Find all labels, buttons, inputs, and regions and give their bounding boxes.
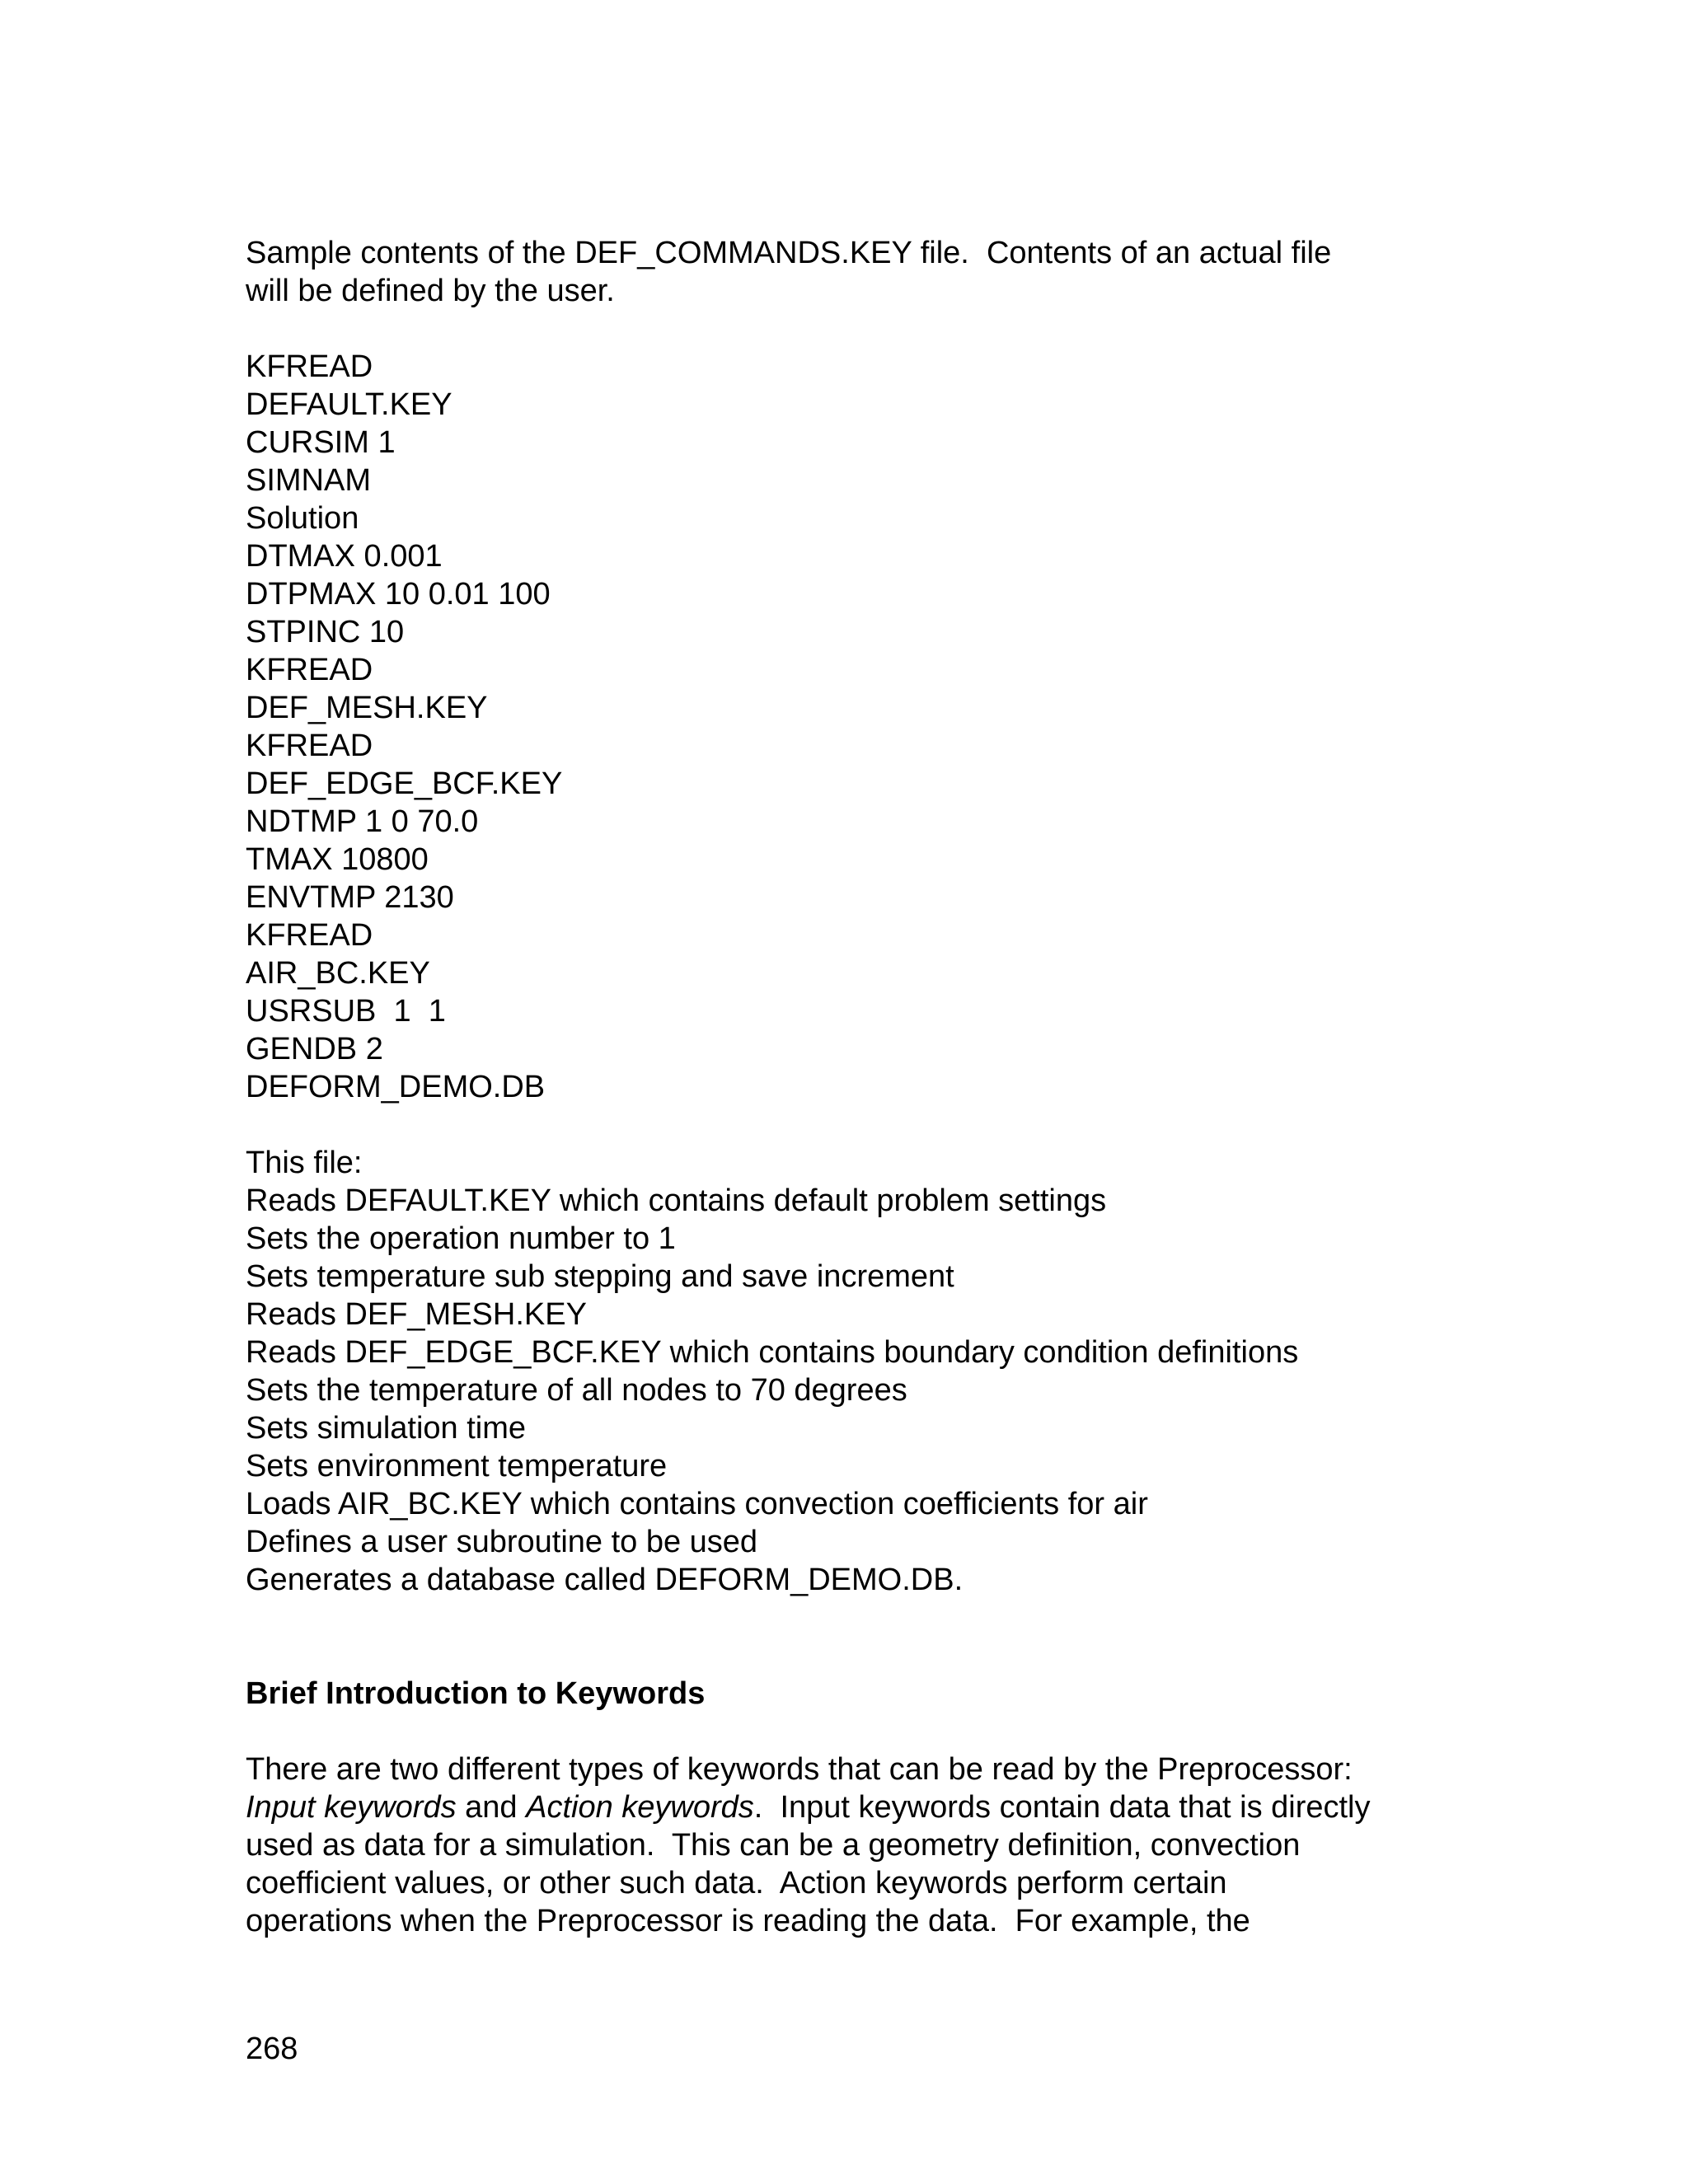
section-paragraph xyxy=(246,1750,1457,1940)
file-line: SIMNAM xyxy=(246,463,371,498)
intro-paragraph xyxy=(246,234,1457,310)
explanation-line: Defines a user subroutine to be used xyxy=(246,1525,758,1559)
explanation-line: Reads DEF_MESH.KEY xyxy=(246,1297,587,1332)
conjunction-text: and xyxy=(456,1790,527,1825)
file-contents-listing xyxy=(246,348,1457,1106)
file-line: DEF_EDGE_BCF.KEY xyxy=(246,766,563,801)
page-body xyxy=(246,234,1457,1940)
explanation-list xyxy=(246,1144,1457,1599)
paragraph-line-rest: . Input keywords contain data that is directly xyxy=(753,1790,1371,1825)
file-line: USRSUB 1 1 xyxy=(246,994,446,1029)
paragraph-line: There are two different types of keywords that can be read by the Preprocessor: xyxy=(246,1752,1353,1787)
file-line: ENVTMP 2130 xyxy=(246,880,454,915)
intro-line: Sample contents of the DEF_COMMANDS.KEY file. Contents of an actual file xyxy=(246,236,1332,270)
explanation-line: Sets simulation time xyxy=(246,1411,527,1446)
section-heading-block xyxy=(246,1675,1457,1713)
explanation-line: Reads DEFAULT.KEY which contains default problem settings xyxy=(246,1183,1107,1218)
file-line: DTPMAX 10 0.01 100 xyxy=(246,577,551,612)
file-line: TMAX 10800 xyxy=(246,842,429,877)
file-line: KFREAD xyxy=(246,729,373,763)
explanation-line: Loads AIR_BC.KEY which contains convection coefficients for air xyxy=(246,1487,1148,1521)
explanation-line: Sets the operation number to 1 xyxy=(246,1221,676,1256)
file-line: Solution xyxy=(246,501,359,536)
paragraph-line: used as data for a simulation. This can be a geometry definition, convection xyxy=(246,1828,1301,1863)
file-line: GENDB 2 xyxy=(246,1032,383,1066)
intro-line: will be defined by the user. xyxy=(246,274,615,308)
explanation-line: Sets temperature sub stepping and save increment xyxy=(246,1259,954,1294)
file-line: DEF_MESH.KEY xyxy=(246,691,488,725)
paragraph-line: coefficient values, or other such data. Action keywords perform certain xyxy=(246,1866,1227,1900)
input-keywords-term: Input keywords xyxy=(246,1790,457,1825)
file-line: AIR_BC.KEY xyxy=(246,956,430,991)
paragraph-line xyxy=(246,1788,1457,1826)
explanation-line: Reads DEF_EDGE_BCF.KEY which contains boundary condition definitions xyxy=(246,1335,1299,1370)
file-line: KFREAD xyxy=(246,653,373,687)
paragraph-line: operations when the Preprocessor is reading the data. For example, the xyxy=(246,1904,1250,1938)
file-line: KFREAD xyxy=(246,918,373,953)
file-line: CURSIM 1 xyxy=(246,425,396,460)
explanation-label: This file: xyxy=(246,1146,363,1180)
explanation-line: Generates a database called DEFORM_DEMO.DB. xyxy=(246,1563,964,1597)
explanation-line: Sets the temperature of all nodes to 70 degrees xyxy=(246,1373,907,1408)
section-heading: Brief Introduction to Keywords xyxy=(246,1676,706,1711)
file-line: DTMAX 0.001 xyxy=(246,539,443,574)
action-keywords-term: Action keywords xyxy=(526,1790,754,1825)
file-line: KFREAD xyxy=(246,349,373,384)
explanation-line: Sets environment temperature xyxy=(246,1449,668,1483)
file-line: NDTMP 1 0 70.0 xyxy=(246,804,479,839)
file-line: DEFORM_DEMO.DB xyxy=(246,1070,546,1104)
file-line: STPINC 10 xyxy=(246,615,405,649)
page-number: 268 xyxy=(246,2032,298,2066)
file-line: DEFAULT.KEY xyxy=(246,387,452,422)
